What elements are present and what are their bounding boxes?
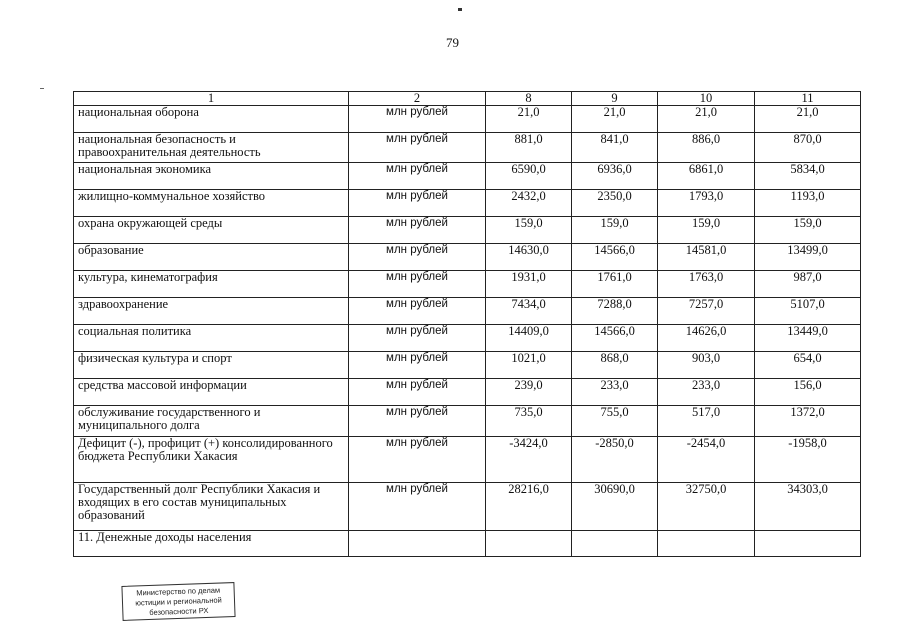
cell-value: 28216,0 [486,483,572,531]
table-row [74,163,861,190]
cell-value: 1372,0 [755,406,861,437]
cell-value: 6590,0 [486,163,572,190]
budget-table [73,91,861,557]
cell-value: 21,0 [658,106,755,133]
row-unit: млн рублей [349,483,486,531]
cell-value: -2454,0 [658,437,755,483]
table-row [74,271,861,298]
cell-value: 159,0 [486,217,572,244]
cell-value: 159,0 [755,217,861,244]
cell-value: 1193,0 [755,190,861,217]
table-row [74,352,861,379]
cell-value: -2850,0 [572,437,658,483]
ministry-stamp [121,582,235,621]
column-header: 2 [349,92,486,106]
cell-value: 7257,0 [658,298,755,325]
stamp-line: Министерство по делам [136,585,221,598]
table-row [74,325,861,352]
table-row [74,190,861,217]
table-row [74,298,861,325]
cell-value: 1763,0 [658,271,755,298]
cell-value: 868,0 [572,352,658,379]
cell-value: 881,0 [486,133,572,163]
cell-value: 14566,0 [572,244,658,271]
page-dot-mark [458,8,462,11]
cell-value: 14566,0 [572,325,658,352]
table-row [74,406,861,437]
row-unit: млн рублей [349,379,486,406]
row-label: социальная политика [74,325,349,352]
row-label: обслуживание государственного и муниципального долга [74,406,349,437]
cell-value: 5107,0 [755,298,861,325]
cell-value: -1958,0 [755,437,861,483]
cell-value: 13449,0 [755,325,861,352]
table-row [74,531,861,557]
cell-value: 1761,0 [572,271,658,298]
stamp-line: безопасности РХ [149,605,209,618]
cell-value: 30690,0 [572,483,658,531]
cell-value: 159,0 [572,217,658,244]
header-row [74,92,861,106]
cell-value: 903,0 [658,352,755,379]
cell-value: 987,0 [755,271,861,298]
cell-value: -3424,0 [486,437,572,483]
row-unit: млн рублей [349,437,486,483]
cell-value: 6936,0 [572,163,658,190]
column-header: 10 [658,92,755,106]
row-unit [349,531,486,557]
cell-value: 1793,0 [658,190,755,217]
cell-value: 14626,0 [658,325,755,352]
table-row [74,437,861,483]
cell-value: 1021,0 [486,352,572,379]
row-label: здравоохранение [74,298,349,325]
cell-value: 2432,0 [486,190,572,217]
cell-value: 14409,0 [486,325,572,352]
cell-value: 159,0 [658,217,755,244]
cell-value: 233,0 [572,379,658,406]
cell-value: 735,0 [486,406,572,437]
cell-value: 34303,0 [755,483,861,531]
row-unit: млн рублей [349,352,486,379]
table-row [74,483,861,531]
cell-value: 6861,0 [658,163,755,190]
row-label: жилищно-коммунальное хозяйство [74,190,349,217]
row-unit: млн рублей [349,298,486,325]
cell-value: 14630,0 [486,244,572,271]
cell-value: 21,0 [572,106,658,133]
page-number: 79 [446,35,459,50]
table-row [74,106,861,133]
table-row [74,133,861,163]
stamp-line: юстиции и региональной [135,595,222,608]
cell-value: 517,0 [658,406,755,437]
row-label: физическая культура и спорт [74,352,349,379]
row-unit: млн рублей [349,325,486,352]
cell-value: 32750,0 [658,483,755,531]
row-label: национальная безопасность и правоохранительная деятельность [74,133,349,163]
cell-value: 21,0 [755,106,861,133]
cell-value: 5834,0 [755,163,861,190]
cell-value: 14581,0 [658,244,755,271]
row-label: 11. Денежные доходы населения [74,531,349,557]
cell-value: 13499,0 [755,244,861,271]
row-label: образование [74,244,349,271]
cell-value: 841,0 [572,133,658,163]
column-header: 11 [755,92,861,106]
row-unit: млн рублей [349,271,486,298]
row-label: национальная оборона [74,106,349,133]
cell-value [486,531,572,557]
cell-value: 156,0 [755,379,861,406]
table-row [74,379,861,406]
row-unit: млн рублей [349,217,486,244]
cell-value: 2350,0 [572,190,658,217]
cell-value [658,531,755,557]
column-header: 9 [572,92,658,106]
row-unit: млн рублей [349,163,486,190]
row-label: национальная экономика [74,163,349,190]
cell-value: 1931,0 [486,271,572,298]
cell-value: 870,0 [755,133,861,163]
cell-value: 886,0 [658,133,755,163]
table-row [74,217,861,244]
cell-value: 7288,0 [572,298,658,325]
row-label: культура, кинематография [74,271,349,298]
cell-value [572,531,658,557]
margin-mark [40,88,44,89]
cell-value: 21,0 [486,106,572,133]
cell-value: 654,0 [755,352,861,379]
cell-value: 755,0 [572,406,658,437]
row-unit: млн рублей [349,190,486,217]
row-unit: млн рублей [349,406,486,437]
row-unit: млн рублей [349,106,486,133]
row-label: Государственный долг Республики Хакасия и входящих в его состав муниципальных образований [74,483,349,531]
cell-value: 7434,0 [486,298,572,325]
row-label: охрана окружающей среды [74,217,349,244]
cell-value [755,531,861,557]
column-header: 8 [486,92,572,106]
cell-value: 239,0 [486,379,572,406]
row-unit: млн рублей [349,133,486,163]
table-row [74,244,861,271]
row-label: средства массовой информации [74,379,349,406]
cell-value: 233,0 [658,379,755,406]
column-header: 1 [74,92,349,106]
row-unit: млн рублей [349,244,486,271]
row-label: Дефицит (-), профицит (+) консолидированного бюджета Республики Хакасия [74,437,349,483]
